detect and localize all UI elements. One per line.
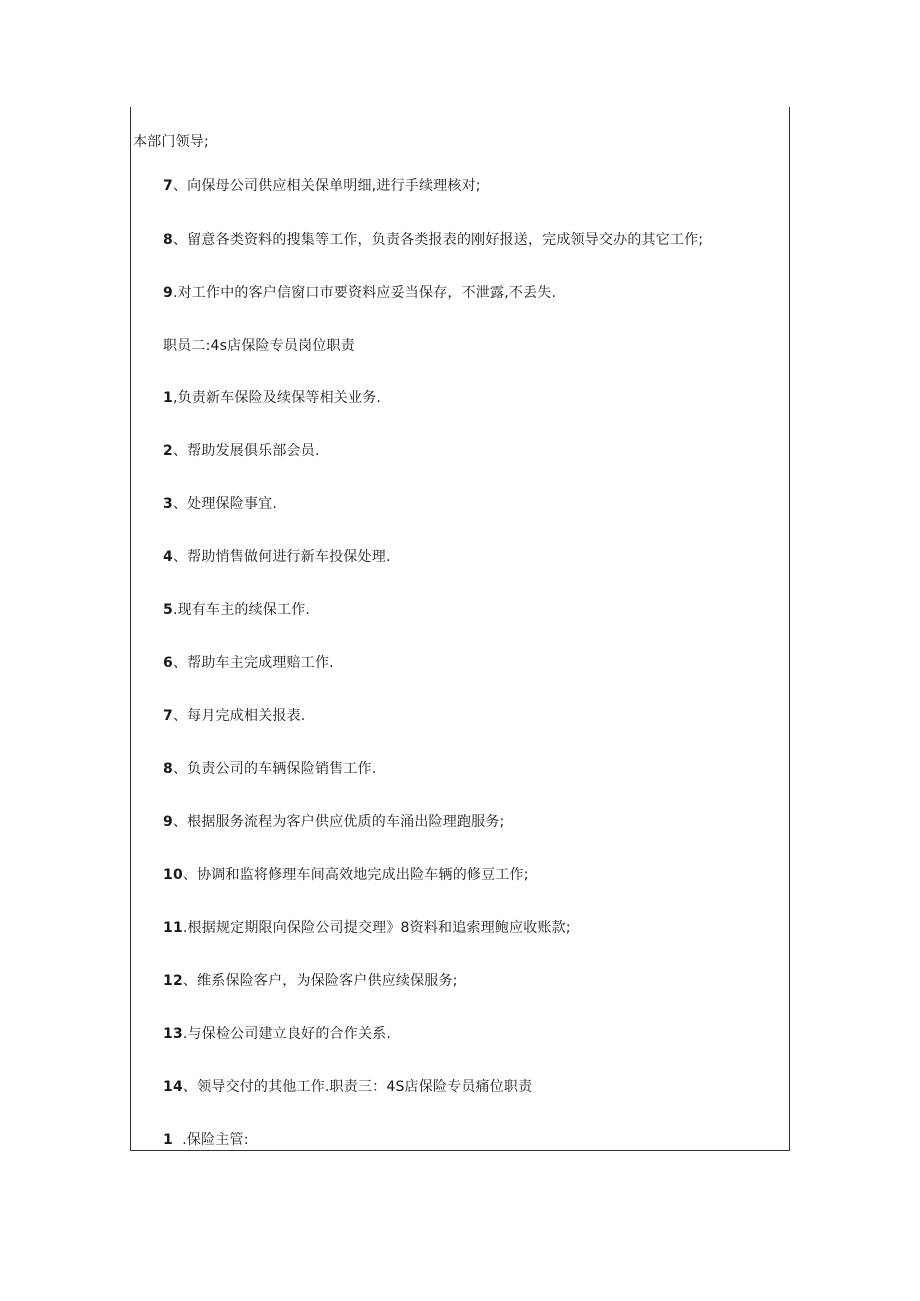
line-separator: 、 xyxy=(172,761,188,777)
line-text: 帮助悄售做何进行新车投保处理. xyxy=(187,549,391,565)
line-text: 职员二:4s店保险专员岗位职责 xyxy=(163,338,355,354)
line-separator: 、 xyxy=(172,232,188,248)
list-item xyxy=(163,1131,249,1149)
list-item xyxy=(163,1078,532,1096)
line-text: 保险主管: xyxy=(186,1132,249,1148)
list-item xyxy=(163,919,571,937)
line-separator: . xyxy=(172,602,178,618)
line-text: 维系保险客户，为保险客户供应续保服务; xyxy=(197,973,458,989)
line-number: 6 xyxy=(163,655,173,671)
list-item xyxy=(163,389,381,407)
line-separator: . xyxy=(172,285,178,301)
line-separator: . xyxy=(182,1026,188,1042)
line-number: 1 xyxy=(163,390,173,406)
body-line-1 xyxy=(133,133,209,151)
line-separator: 、 xyxy=(172,655,188,671)
line-separator: 、 xyxy=(182,973,198,989)
line-separator: 、 xyxy=(172,443,188,459)
line-text: 与保检公司建立良好的合作关系. xyxy=(187,1026,391,1042)
section-heading xyxy=(163,337,355,355)
list-item xyxy=(163,442,320,460)
list-item xyxy=(163,601,310,619)
list-item xyxy=(163,654,334,672)
list-item xyxy=(163,760,376,778)
line-number: 3 xyxy=(163,496,173,512)
line-number: 5 xyxy=(163,602,173,618)
line-separator: , xyxy=(172,390,178,406)
line-number: 1 xyxy=(163,1132,173,1148)
line-number: 7 xyxy=(163,178,173,194)
line-number: 14 xyxy=(163,1079,183,1095)
list-item xyxy=(163,707,305,725)
list-item xyxy=(163,177,481,195)
line-separator: 、 xyxy=(182,1079,198,1095)
list-item xyxy=(163,548,391,566)
line-text: 根据服务流程为客户供应优质的车涌出险理跑服务; xyxy=(187,814,505,830)
line-text: 领导交付的其他工作.职责三：4S店保险专员痛位职责 xyxy=(197,1079,533,1095)
line-text: 每月完成相关报表. xyxy=(187,708,306,724)
line-text: 负责公司的车辆保险销售工作. xyxy=(187,761,377,777)
line-separator: 、 xyxy=(172,496,188,512)
line-separator: 、 xyxy=(182,867,198,883)
page-frame xyxy=(130,107,790,1151)
line-text: 负责新车保险及续保等相关业务. xyxy=(177,390,382,406)
line-number: 2 xyxy=(163,443,173,459)
line-text: 根据规定期限向保险公司提交理》8资料和追索理鲍应收账款; xyxy=(187,920,571,936)
line-number: 4 xyxy=(163,549,173,565)
line-number: 12 xyxy=(163,973,183,989)
line-number: 13 xyxy=(163,1026,183,1042)
line-number: 8 xyxy=(163,761,173,777)
line-number: 8 xyxy=(163,232,173,248)
line-number: 9 xyxy=(163,814,173,830)
line-text: 帮助发展俱乐部会员. xyxy=(187,443,320,459)
line-text: 对工作中的客户信窗口市要资料应妥当保存，不泄露,不丢失. xyxy=(177,285,557,301)
list-item xyxy=(163,866,529,884)
line-separator: 、 xyxy=(172,708,188,724)
line-text: 处理保险事宜. xyxy=(187,496,278,512)
line-separator: . xyxy=(172,1132,187,1148)
line-separator: 、 xyxy=(172,549,188,565)
line-number: 11 xyxy=(163,920,183,936)
line-number: 10 xyxy=(163,867,183,883)
line-separator: 、 xyxy=(172,178,188,194)
line-separator: 、 xyxy=(172,814,188,830)
list-item xyxy=(163,284,556,302)
line-text: 协调和监将修理车间高效地完成出险车辆的修豆工作; xyxy=(197,867,529,883)
line-number: 7 xyxy=(163,708,173,724)
line-text: 现有车主的续保工作. xyxy=(177,602,311,618)
line-text: 帮助车主完成理赔工作. xyxy=(187,655,334,671)
list-item xyxy=(163,972,458,990)
list-item xyxy=(163,1025,391,1043)
line-text: 留意各类资料的搜集等工作，负责各类报表的刚好报送，完成领导交办的其它工作; xyxy=(187,232,704,248)
list-item xyxy=(163,813,504,831)
list-item xyxy=(163,495,277,513)
list-item xyxy=(163,231,703,249)
line-text: 向保母公司供应相关保单明细,进行手续理核对; xyxy=(187,178,481,194)
line-separator: . xyxy=(182,920,188,936)
line-number: 9 xyxy=(163,285,173,301)
line-text: 本部门领导; xyxy=(133,134,209,150)
